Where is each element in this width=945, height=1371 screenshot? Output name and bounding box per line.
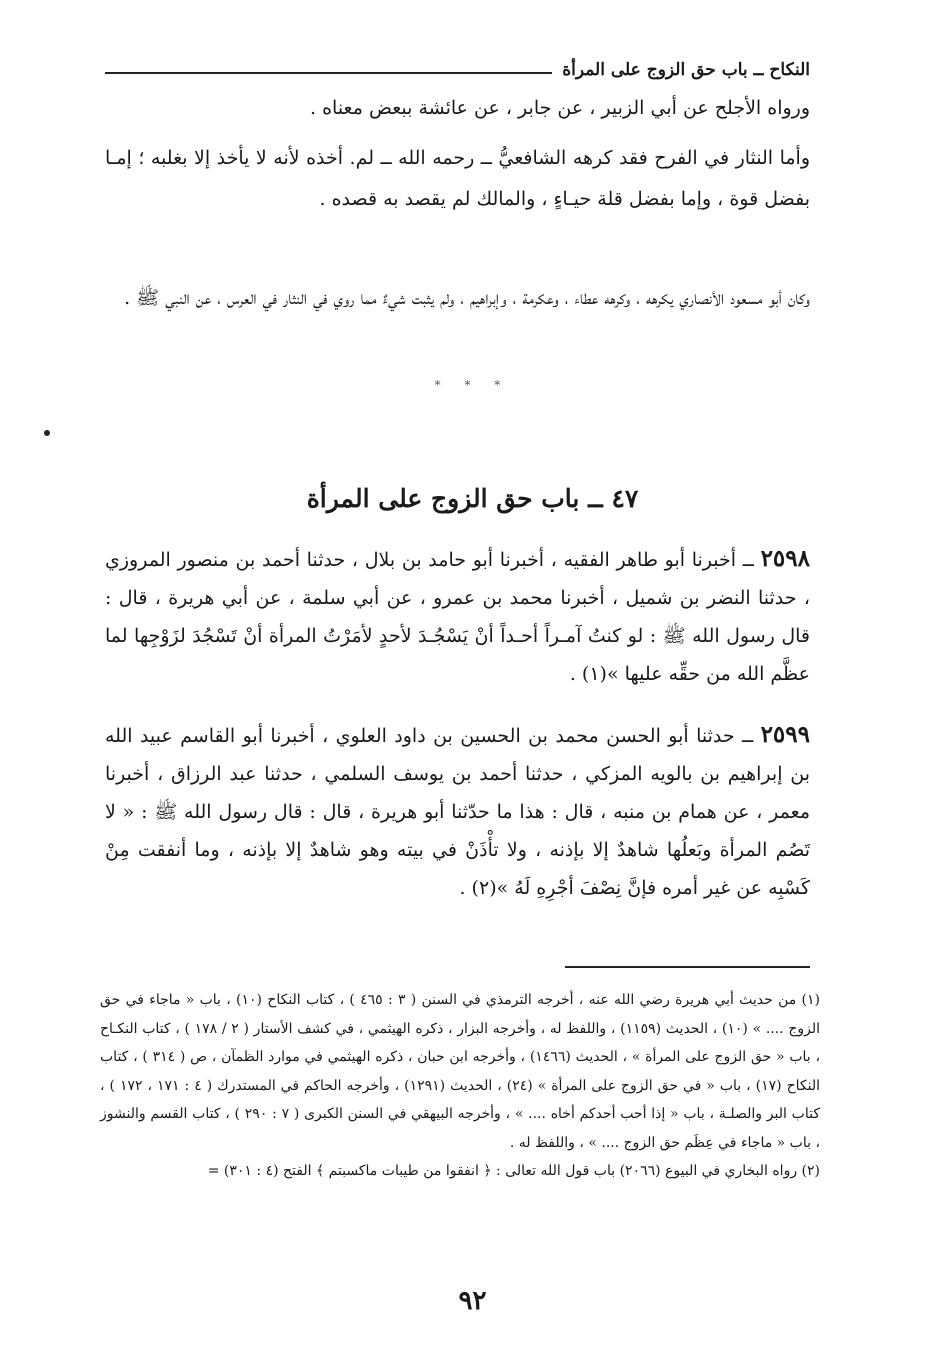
paragraph-jabir-narration: ورواه الأجلح عن أبي الزبير ، عن جابر ، عن عائشة ببعض معناه . [310,97,810,119]
chapter-title: ٤٧ ــ باب حق الزوج على المرأة [306,484,639,513]
footnotes [100,986,820,1186]
footnote-1: (١) من حديث أبي هريرة رضي الله عنه ، أخرجه الترمذي في السنن ( ٣ : ٤٦٥ ) ، كتاب النكاح (١٠) ، باب « ماجاء في حق الزوج .... » (١٠) ، الحديث (١١٥٩) ، واللفظ له ، وأخرجه البزار ، ذكره الهيثمي ، في كشف الأستار ( ٢ / ١٧٨ ) ، كتاب النكـاح ، باب « حق الزوج على المرأة » ، الحديث (١٤٦٦) ، وأخرجه ابن حبان ، ذكره الهيثمي في موارد الظمآن ، ص ( ٣١٤ ) ، كتاب النكاح (١٧) ، باب « في حق الزوج على المرأة » (٢٤) ، الحديث (١٢٩١) ، وأخرجه الحاكم في المستدرك ( ٤ : ١٧١ ، ١٧٢ ) ، كتاب البر والصلـة ، باب « إذا أحب أحدكم أخاه .... » ، وأخرجه البيهقي في السنن الكبرى ( ٧ : ٢٩٠ ) ، كتاب القسم والنشوز ، باب « ماجاء في عِظَم حق الزوج .... » ، واللفظ له . [100,992,821,1151]
hadith-2599 [105,716,810,907]
hadith-text: ــ حدثنا أبو الحسن محمد بن الحسين بن داود العلوي ، أخبرنا أبو القاسم عبيد الله بن إبراهيم بن بالويه المزكي ، حدثنا أحمد بن يوسف السلمي ، حدثنا عبد الرزاق ، أخبرنا معمر ، عن همام بن منبه ، قال : هذا ما حدّثنا أبو هريرة ، قال : قال رسول الله ﷺ : « لا تَصُم المرأة وبَعلُها شاهدٌ إلا بإذنه ، ولا تأْذَنْ في بيته وهو شاهدٌ إلا بإذنه ، وما أنفقت مِنْ كَسْبِه عن غير أمره فإنَّ نِصْفَ أجْرِهِ لَهُ »(٢) . [105,725,810,899]
ink-dot [44,430,50,436]
header-rule [105,72,552,74]
paragraph-abu-masud: وكان أبو مسعود الأنصاري يكرهه ، وكرهه عطاء ، وعكرمة ، وإبراهيم ، ولم يثبت شيءٌ مما روي في النثار في العرس ، عن النبي ﷺ . [124,287,810,309]
footnote-rule [565,966,810,968]
hadith-number: ٢٥٩٨ [760,545,810,572]
running-header [105,60,810,80]
section-separator: * * * [434,378,511,392]
running-title: النكاح ــ باب حق الزوج على المرأة [562,60,810,80]
paragraph-nithar-shafii: وأما النثار في الفرح فقد كرهه الشافعيُّ ــ رحمه الله ــ لم. أخذه لأنه لا يأخذ إلا بغلبه ؛ إمـا بفضل قوة ، وإما بفضل قلة حيـاءٍ ، والمالك لم يقصد به قصده . [105,147,810,210]
hadith-number: ٢٥٩٩ [760,721,810,748]
page-number: ٩٢ [458,1286,487,1316]
hadith-2598 [105,540,810,693]
hadith-text: ــ أخبرنا أبو طاهر الفقيه ، أخبرنا أبو حامد بن بلال ، حدثنا أحمد بن منصور المروزي ، حدثنا النضر بن شميل ، أخبرنا محمد بن عمرو ، عن أبي سلمة ، عن أبي هريرة ، قال : قال رسول الله ﷺ : لو كنتُ آمـراً أحـداً أنْ يَسْجُـدَ لأحدٍ لأمَرْتُ المرأة أنْ تَسْجُدَ لزَوْجِها لما عظَّم الله من حقِّه عليها »(١) . [105,549,810,685]
footnote-2: (٢) رواه البخاري في البيوع (٢٠٦٦) باب قول الله تعالى : ﴿ انفقوا من طيبات ماكسبتم ﴾ الفتح (٤ : ٣٠١) = [207,1163,820,1179]
